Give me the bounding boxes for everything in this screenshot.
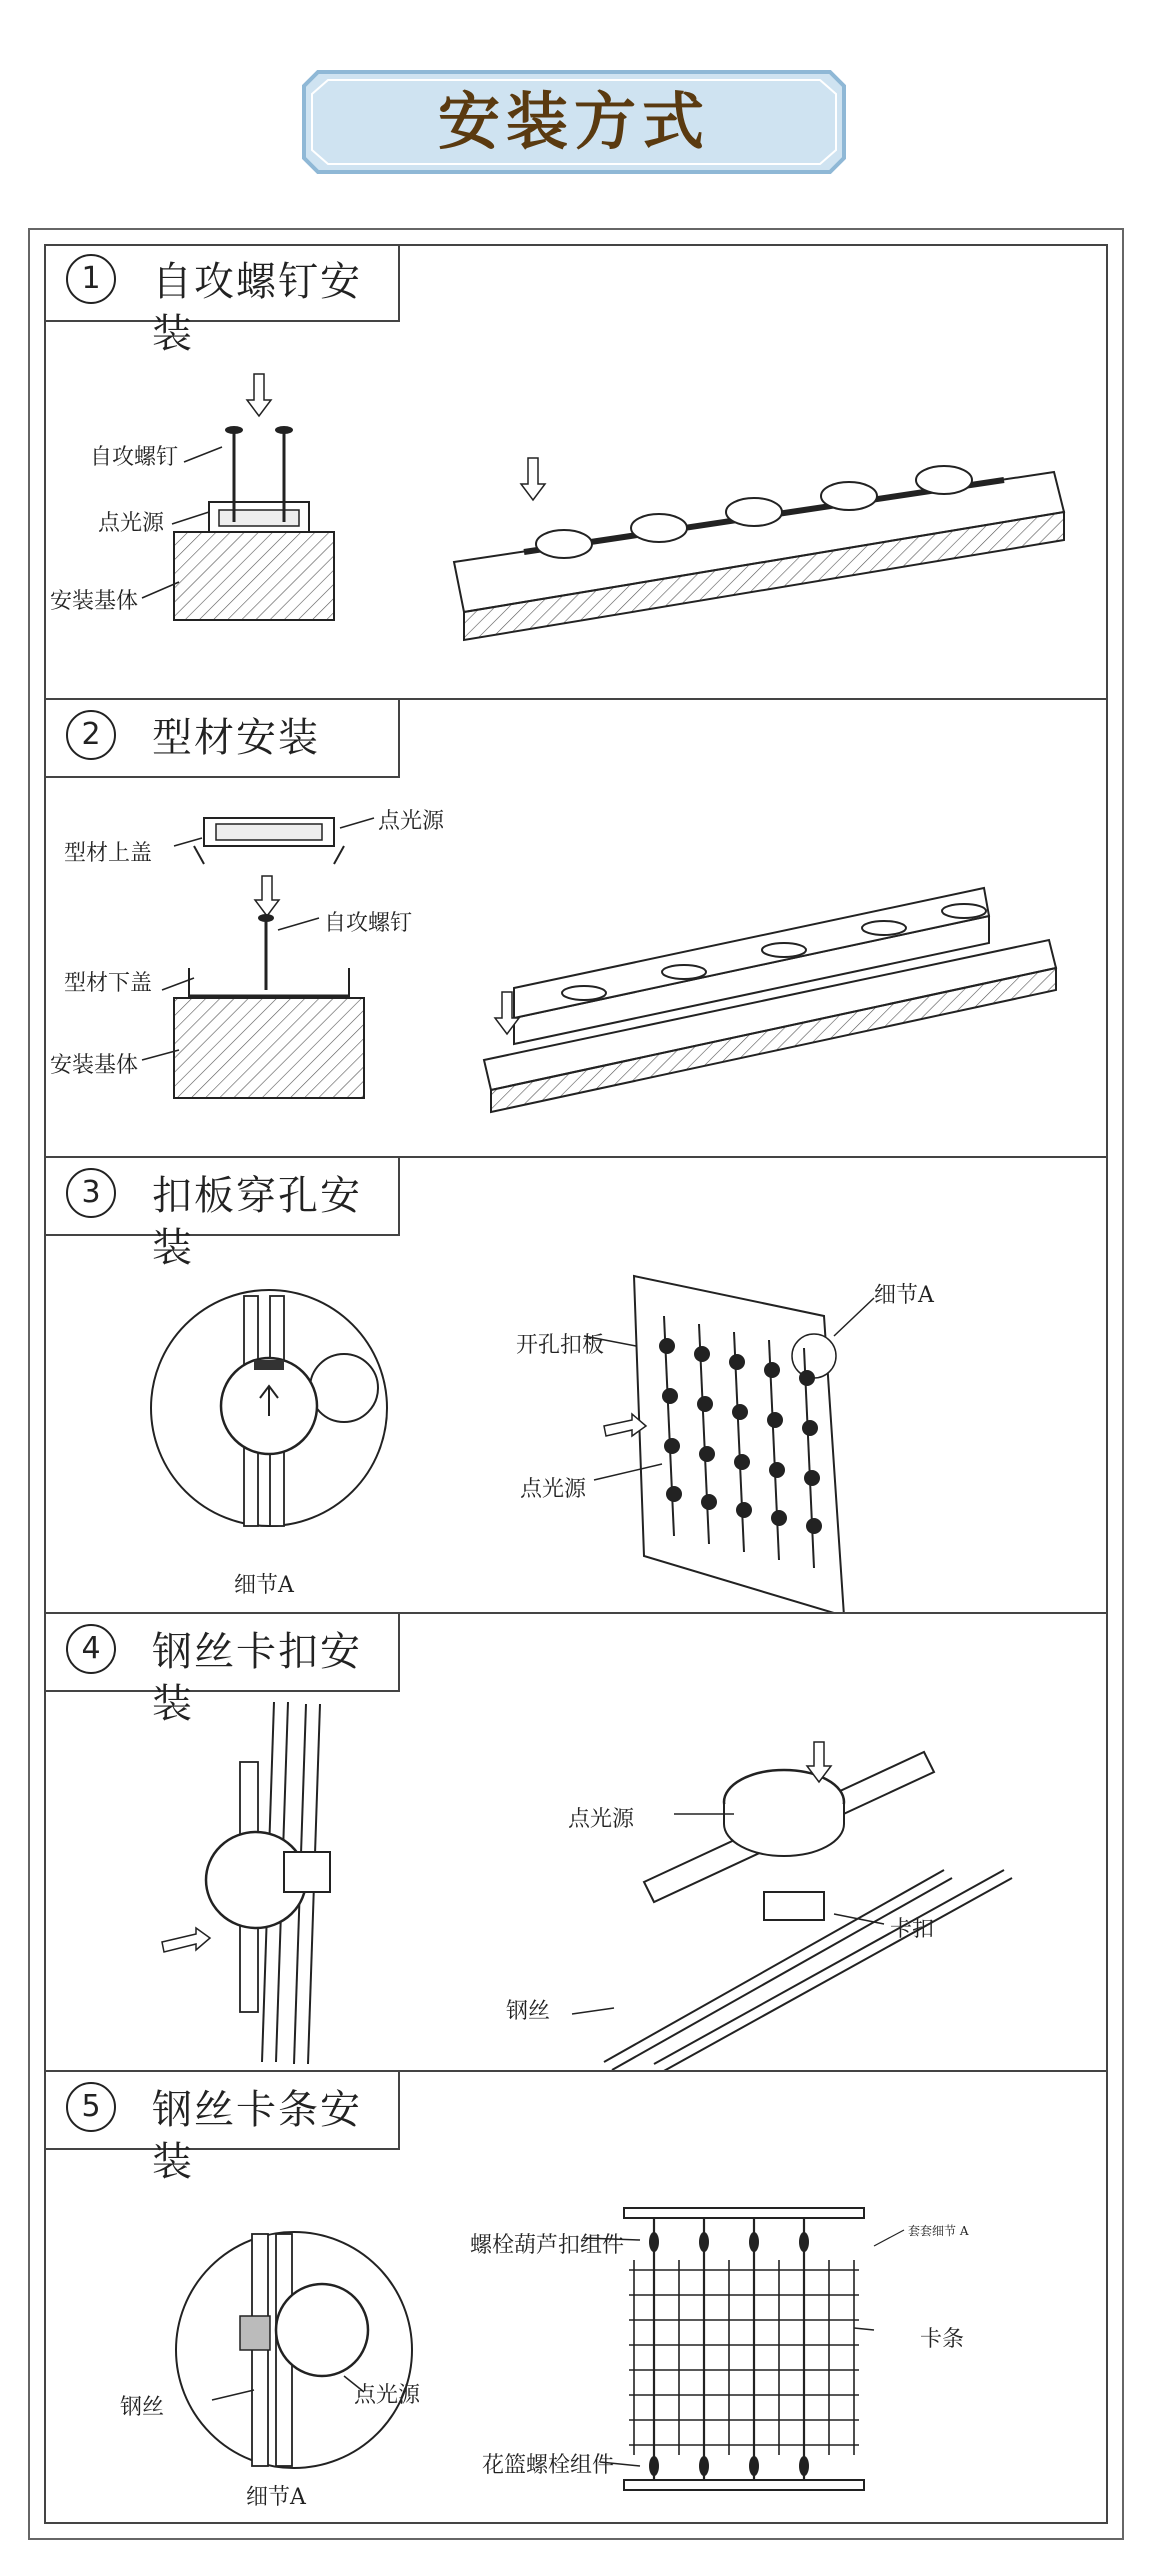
section-self-tapping-screw xyxy=(44,244,1108,700)
section-title: 扣板穿孔安装 xyxy=(152,1173,362,1271)
label-basket-bolt: 花篮螺栓组件 xyxy=(482,2453,615,2478)
profile-install-diagram xyxy=(44,778,1108,1156)
label-light-source: 点光源 xyxy=(354,2383,421,2408)
label-base: 安装基体 xyxy=(50,1053,139,1078)
section-wire-clip-install xyxy=(44,1614,1108,2072)
label-wire: 钢丝 xyxy=(120,2395,165,2420)
section-title: 钢丝卡条安装 xyxy=(152,2087,362,2185)
section-header xyxy=(44,1158,400,1271)
wire-clip-diagram xyxy=(44,1692,1108,2070)
label-light-source: 点光源 xyxy=(568,1807,635,1832)
label-detail-small: 套套细节 A xyxy=(908,2224,969,2238)
label-light-source: 点光源 xyxy=(98,511,165,536)
label-detail-a: 细节A xyxy=(234,1573,294,1598)
label-bottom-cover: 型材下盖 xyxy=(64,971,153,996)
section-header xyxy=(44,700,400,778)
section-profile-install xyxy=(44,700,1108,1158)
section-header xyxy=(44,1614,400,1727)
label-perforated-plate: 开孔扣板 xyxy=(516,1333,605,1358)
section-number: 4 xyxy=(66,1624,116,1674)
section-number: 3 xyxy=(66,1168,116,1218)
label-clip: 卡扣 xyxy=(890,1917,935,1942)
plate-install-diagram xyxy=(44,1236,1108,1612)
section-number: 2 xyxy=(66,710,116,760)
section-header xyxy=(44,244,400,357)
label-strip: 卡条 xyxy=(920,2327,965,2352)
section-number: 1 xyxy=(66,254,116,304)
label-base: 安装基体 xyxy=(50,589,139,614)
label-bolt-assembly: 螺栓葫芦扣组件 xyxy=(470,2233,625,2258)
label-top-cover: 型材上盖 xyxy=(64,841,153,866)
label-light-source: 点光源 xyxy=(520,1477,587,1502)
label-detail-a-top: 细节A xyxy=(874,1283,934,1308)
section-title: 钢丝卡扣安装 xyxy=(152,1629,362,1727)
label-screw: 自攻螺钉 xyxy=(324,911,413,936)
screw-install-diagram xyxy=(44,322,1108,698)
section-plate-hole-install xyxy=(44,1158,1108,1614)
section-header xyxy=(44,2072,400,2185)
label-detail-a: 细节A xyxy=(246,2485,306,2510)
label-screw: 自攻螺钉 xyxy=(90,445,179,470)
title-banner xyxy=(300,68,848,176)
page-title: 安装方式 xyxy=(437,85,710,158)
section-number: 5 xyxy=(66,2082,116,2132)
label-wire: 钢丝 xyxy=(506,1999,551,2024)
section-wire-strip-install xyxy=(44,2072,1108,2524)
section-title: 型材安装 xyxy=(152,715,320,761)
label-light-source: 点光源 xyxy=(378,809,445,834)
section-title: 自攻螺钉安装 xyxy=(152,259,362,357)
